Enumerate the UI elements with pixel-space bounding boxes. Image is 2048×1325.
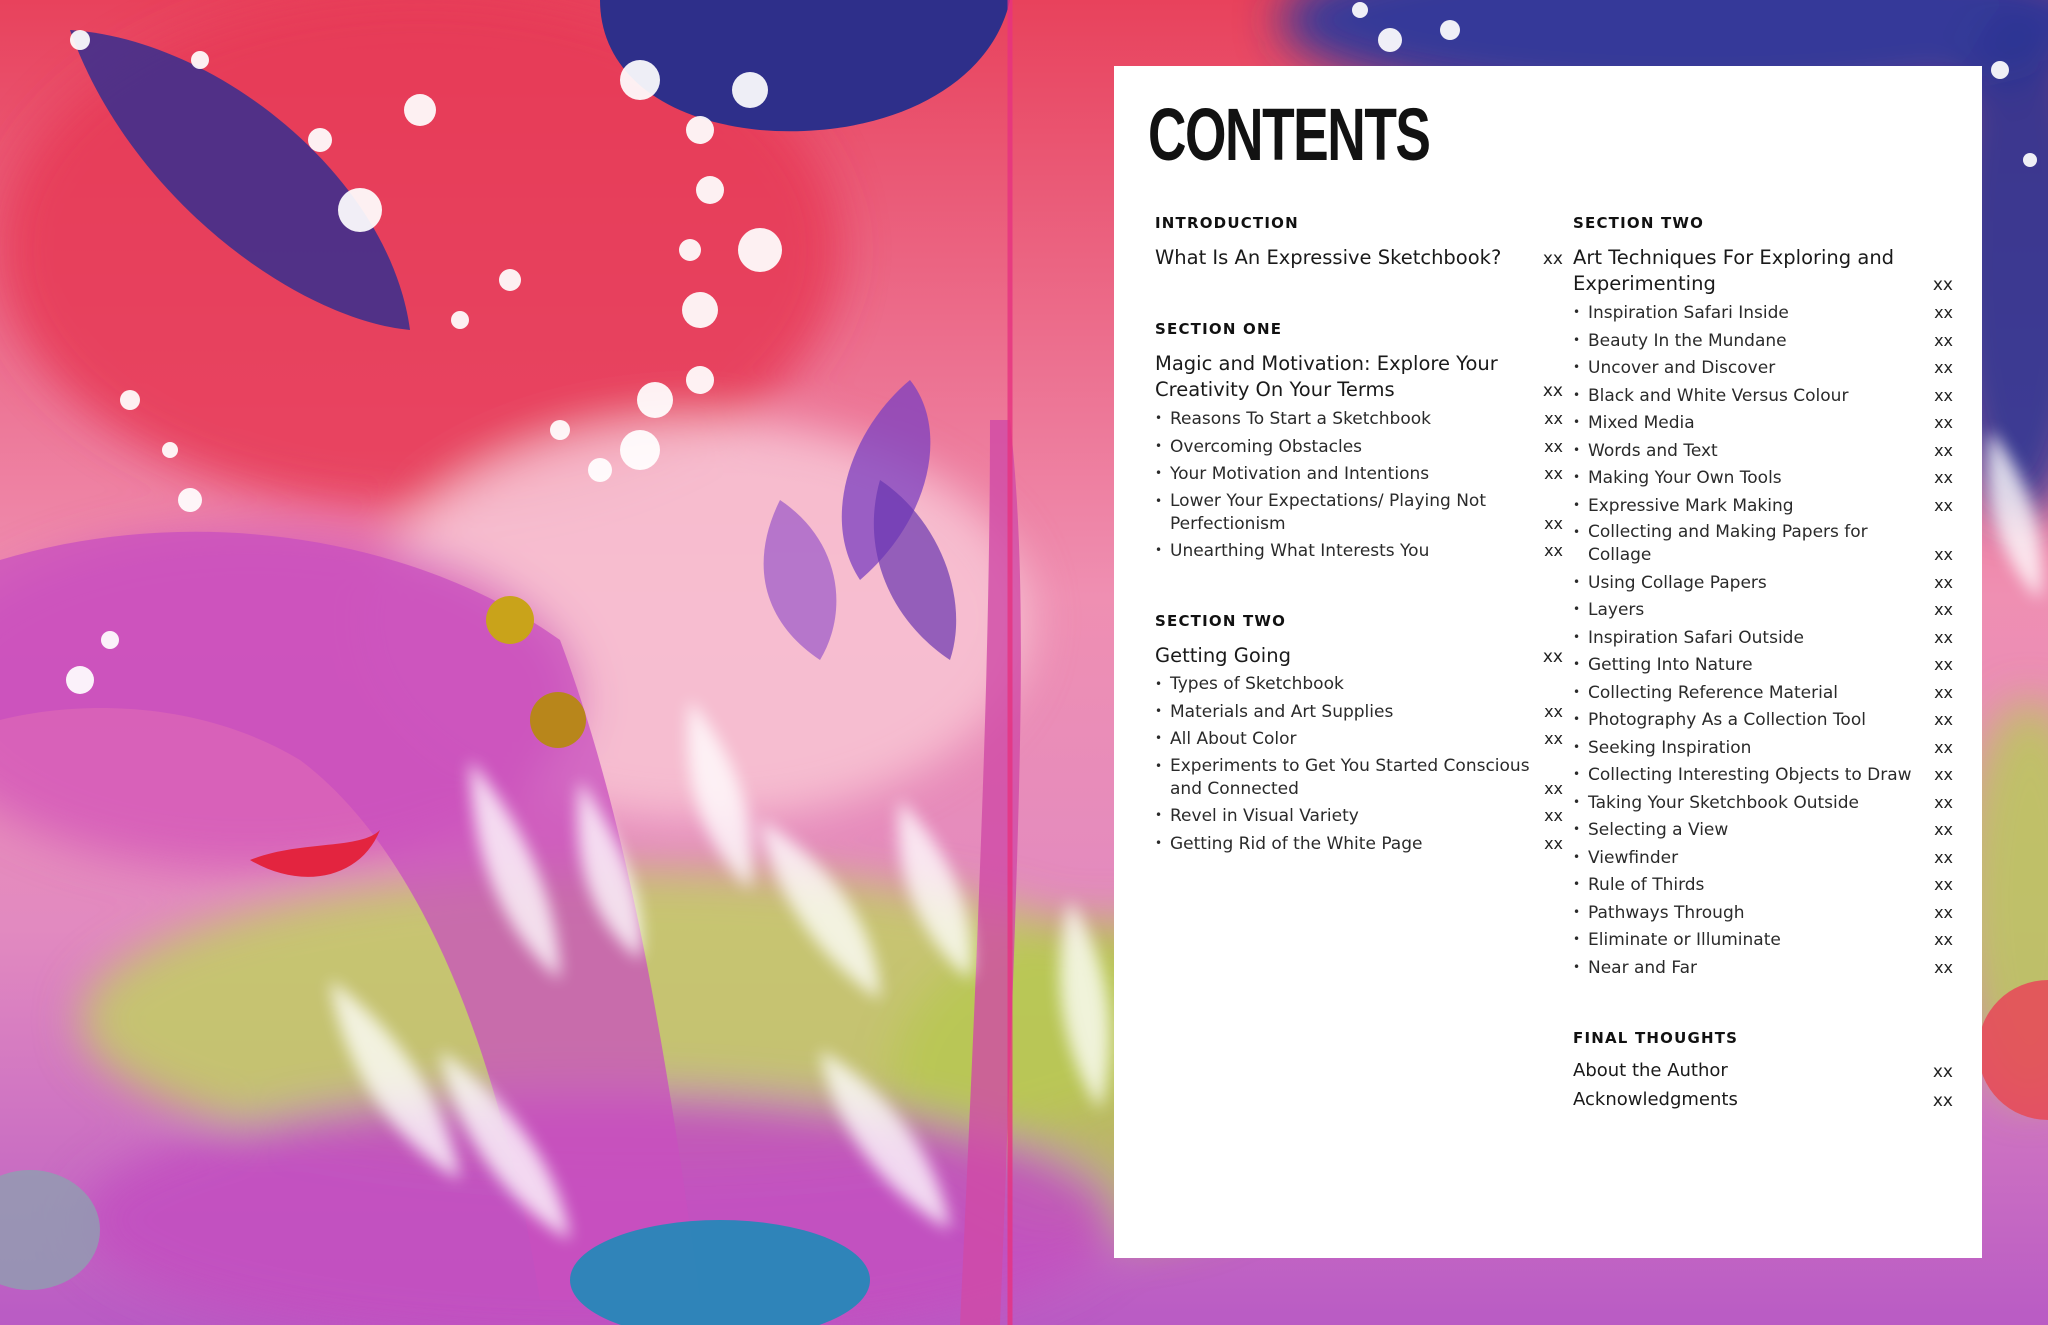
page-number: xx: [1934, 495, 1953, 515]
chapter-entry[interactable]: [1155, 245, 1563, 271]
page-number: xx: [1544, 806, 1563, 825]
bullet-icon: •: [1573, 442, 1581, 457]
page-number: xx: [1934, 710, 1953, 729]
list-item[interactable]: [1573, 956, 1953, 980]
section-heading-final-thoughts: FINAL THOUGHTS: [1573, 1028, 1739, 1047]
page-number: xx: [1934, 545, 1953, 564]
page-number: xx: [1934, 957, 1953, 977]
list-item[interactable]: [1573, 521, 1953, 567]
page-number: xx: [1542, 647, 1563, 667]
item-label: Viewfinder: [1588, 847, 1679, 868]
list-item[interactable]: [1573, 791, 1953, 815]
ochre-drop: [486, 596, 534, 644]
list-item[interactable]: [1573, 411, 1953, 435]
page-number: xx: [1544, 541, 1563, 560]
bullet-icon: •: [1155, 677, 1163, 691]
item-label: Expressive Mark Making: [1588, 495, 1794, 516]
item-label: Inspiration Safari Outside: [1588, 627, 1804, 648]
item-label: Eliminate or Illuminate: [1588, 930, 1781, 950]
item-label: Experiments to Get You Started Conscious and Connected: [1170, 755, 1530, 799]
item-label: Lower Your Expectations/ Playing Not Perfectionism: [1170, 490, 1486, 534]
list-item[interactable]: [1573, 329, 1953, 353]
bullet-icon: •: [1573, 470, 1581, 484]
list-item[interactable]: [1573, 681, 1953, 705]
item-label: Taking Your Sketchbook Outside: [1588, 792, 1859, 813]
subsection-list: [1155, 673, 1563, 856]
bullet-icon: •: [1155, 731, 1163, 745]
bullet-icon: •: [1573, 305, 1581, 319]
item-label: Selecting a View: [1588, 820, 1729, 840]
bullet-icon: •: [1573, 525, 1581, 539]
list-item[interactable]: [1573, 873, 1953, 897]
page-number: xx: [1934, 303, 1953, 322]
page-number: xx: [1934, 413, 1953, 432]
list-item[interactable]: [1573, 626, 1953, 650]
page-title: CONTENTS: [1148, 93, 1430, 176]
bullet-icon: •: [1573, 360, 1581, 374]
contents-panel: [1114, 66, 1982, 1258]
item-label: Words and Text: [1588, 440, 1718, 461]
bullet-icon: •: [1573, 849, 1581, 864]
page-number: xx: [1932, 1090, 1953, 1111]
ochre-drop-2: [530, 692, 586, 748]
chapter-entry[interactable]: [1573, 245, 1953, 297]
chapter-title: Acknowledgments: [1573, 1088, 1738, 1110]
list-item[interactable]: [1155, 435, 1563, 459]
bullet-icon: •: [1155, 466, 1163, 480]
page-number: xx: [1544, 464, 1563, 483]
list-item[interactable]: [1155, 755, 1563, 801]
chapter-entry[interactable]: [1573, 1087, 1953, 1113]
page-number: xx: [1544, 701, 1563, 721]
section-heading-section-two: SECTION TWO: [1155, 612, 1287, 630]
page-number: xx: [1544, 729, 1563, 748]
list-item[interactable]: [1573, 818, 1953, 842]
page-number: xx: [1934, 765, 1953, 784]
page-number: xx: [1934, 655, 1953, 674]
bullet-icon: •: [1573, 332, 1581, 347]
list-item[interactable]: [1573, 466, 1953, 490]
list-item[interactable]: [1155, 539, 1563, 563]
page-number: xx: [1542, 249, 1563, 269]
bullet-icon: •: [1573, 415, 1581, 429]
page-number: xx: [1934, 627, 1953, 647]
bullet-icon: •: [1155, 703, 1163, 718]
bullet-icon: •: [1573, 657, 1581, 671]
page-number: xx: [1934, 902, 1953, 922]
page-number: xx: [1544, 513, 1563, 533]
item-label: Rule of Thirds: [1588, 875, 1705, 895]
item-label: Collecting Interesting Objects to Draw: [1588, 765, 1912, 785]
chapter-title: Getting Going: [1155, 644, 1291, 667]
page-number: xx: [1934, 792, 1953, 812]
page-number: xx: [1934, 358, 1953, 377]
section-heading-introduction: INTRODUCTION: [1155, 214, 1299, 232]
page-number: xx: [1934, 440, 1953, 460]
section-heading-section-two: SECTION TWO: [1573, 214, 1705, 232]
item-label: Making Your Own Tools: [1588, 468, 1782, 488]
bullet-icon: •: [1573, 712, 1581, 726]
page-number: xx: [1544, 778, 1563, 798]
section-heading-section-one: SECTION ONE: [1155, 320, 1283, 338]
chapter-title: Magic and Motivation: Explore Your Creativity On Your Terms: [1155, 352, 1498, 401]
bullet-icon: •: [1155, 493, 1163, 508]
page-number: xx: [1934, 330, 1953, 350]
list-item[interactable]: [1573, 439, 1953, 463]
item-label: Getting Into Nature: [1588, 655, 1753, 675]
bullet-icon: •: [1155, 808, 1163, 822]
item-label: Collecting Reference Material: [1588, 682, 1838, 703]
item-label: Overcoming Obstacles: [1170, 436, 1363, 457]
list-item[interactable]: [1155, 673, 1563, 696]
item-label: Uncover and Discover: [1588, 358, 1776, 378]
item-label: All About Color: [1170, 729, 1297, 749]
list-item[interactable]: [1573, 384, 1953, 408]
list-item[interactable]: [1155, 700, 1563, 724]
bullet-icon: •: [1573, 904, 1581, 919]
subsection-list: [1155, 407, 1563, 563]
bullet-icon: •: [1573, 739, 1581, 754]
list-item[interactable]: [1573, 928, 1953, 952]
list-item[interactable]: [1573, 653, 1953, 677]
bullet-icon: •: [1155, 411, 1163, 425]
bullet-icon: •: [1155, 438, 1163, 453]
bullet-icon: •: [1573, 574, 1581, 589]
item-label: Photography As a Collection Tool: [1588, 710, 1866, 730]
item-label: Collecting and Making Papers for Collage: [1588, 522, 1868, 565]
list-item[interactable]: [1155, 490, 1563, 536]
list-item[interactable]: [1573, 736, 1953, 760]
list-item[interactable]: [1573, 571, 1953, 595]
contents-column-right: [1573, 213, 1953, 1113]
list-item[interactable]: [1573, 763, 1953, 787]
bullet-icon: •: [1573, 387, 1581, 402]
page-number: xx: [1934, 930, 1953, 949]
list-item[interactable]: [1573, 598, 1953, 622]
page-number: xx: [1934, 737, 1953, 757]
bullet-icon: •: [1573, 877, 1581, 891]
list-item[interactable]: [1155, 804, 1563, 828]
list-item[interactable]: [1573, 356, 1953, 380]
page-number: xx: [1934, 875, 1953, 894]
chapter-entry[interactable]: [1573, 1058, 1953, 1084]
item-label: Black and White Versus Colour: [1588, 385, 1849, 406]
page-number: xx: [1544, 436, 1563, 456]
bullet-icon: •: [1573, 497, 1581, 512]
list-item[interactable]: [1573, 708, 1953, 732]
list-item[interactable]: [1573, 901, 1953, 925]
bullet-icon: •: [1155, 835, 1163, 850]
subsection-list: [1573, 301, 1953, 980]
item-label: Types of Sketchbook: [1170, 674, 1344, 694]
page-number: xx: [1544, 833, 1563, 853]
chapter-entry[interactable]: [1155, 351, 1563, 403]
page-number: xx: [1934, 847, 1953, 867]
bullet-icon: •: [1155, 543, 1163, 557]
bullet-icon: •: [1573, 959, 1581, 974]
bullet-icon: •: [1573, 767, 1581, 781]
bullet-icon: •: [1573, 932, 1581, 946]
chapter-title: About the Author: [1573, 1059, 1728, 1081]
item-label: Inspiration Safari Inside: [1588, 303, 1789, 323]
page-number: xx: [1544, 409, 1563, 428]
list-item[interactable]: [1155, 832, 1563, 856]
item-label: Getting Rid of the White Page: [1170, 833, 1423, 854]
item-label: Reasons To Start a Sketchbook: [1170, 409, 1431, 429]
chapter-title: Art Techniques For Exploring and Experimenting: [1573, 246, 1895, 295]
item-label: Revel in Visual Variety: [1170, 806, 1359, 826]
item-label: Mixed Media: [1588, 413, 1695, 433]
list-item[interactable]: [1155, 407, 1563, 431]
chapter-entry[interactable]: [1155, 643, 1563, 669]
list-item[interactable]: [1155, 462, 1563, 486]
page-number: xx: [1542, 381, 1563, 401]
page-number: xx: [1934, 385, 1953, 405]
item-label: Near and Far: [1588, 957, 1697, 978]
bullet-icon: •: [1573, 602, 1581, 616]
page-number: xx: [1934, 820, 1953, 839]
item-label: Pathways Through: [1588, 902, 1745, 923]
page-number: xx: [1934, 600, 1953, 619]
item-label: Seeking Inspiration: [1588, 737, 1752, 758]
list-item[interactable]: [1155, 727, 1563, 751]
bullet-icon: •: [1573, 629, 1581, 644]
item-label: Using Collage Papers: [1588, 572, 1767, 593]
page-number: xx: [1934, 468, 1953, 487]
chapter-title: What Is An Expressive Sketchbook?: [1155, 246, 1502, 269]
bullet-icon: •: [1573, 794, 1581, 809]
item-label: Materials and Art Supplies: [1170, 701, 1394, 722]
contents-column-left: [1155, 213, 1563, 856]
bullet-icon: •: [1573, 684, 1581, 699]
page-number: xx: [1932, 275, 1953, 295]
page-number: xx: [1934, 682, 1953, 702]
item-label: Your Motivation and Intentions: [1170, 464, 1430, 484]
bullet-icon: •: [1573, 822, 1581, 836]
item-label: Beauty In the Mundane: [1588, 330, 1787, 351]
list-item[interactable]: [1573, 301, 1953, 325]
item-label: Unearthing What Interests You: [1170, 541, 1430, 561]
bullet-icon: •: [1155, 758, 1163, 773]
page-number: xx: [1934, 572, 1953, 592]
list-item[interactable]: [1573, 846, 1953, 870]
page-number: xx: [1932, 1061, 1953, 1082]
list-item[interactable]: [1573, 494, 1953, 518]
item-label: Layers: [1588, 600, 1645, 620]
